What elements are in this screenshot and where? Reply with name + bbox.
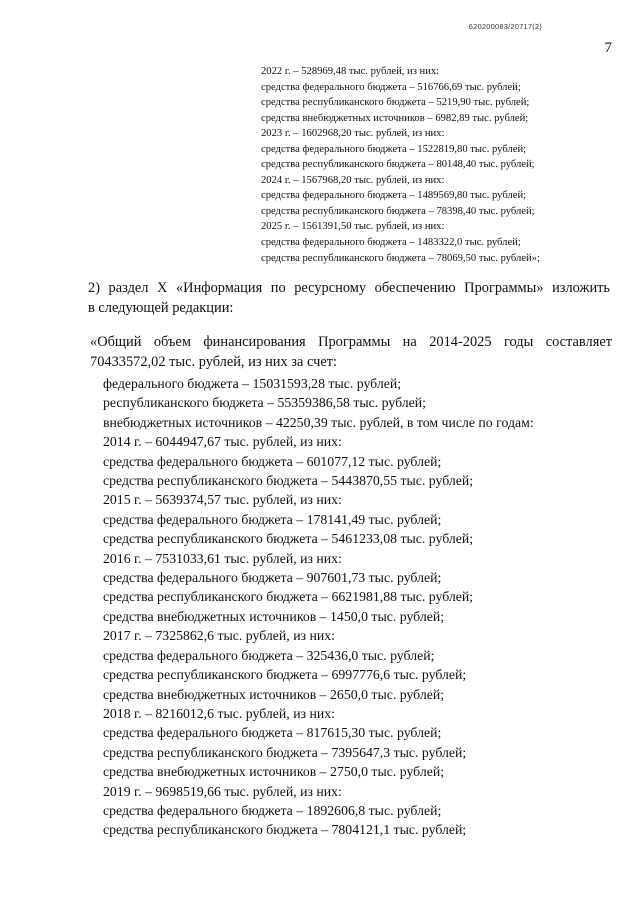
- paragraph-line: «Общий объем финансирования Программы на 2014-2025 годы составляет: [90, 334, 612, 350]
- funding-line: 2022 г. – 528969,48 тыс. рублей, из них:: [261, 66, 440, 77]
- funding-line: 2025 г. – 1561391,50 тыс. рублей, из них:: [261, 221, 445, 233]
- paragraph-line: в следующей редакции:: [88, 300, 234, 316]
- funding-line: средства внебюджетных источников – 6982,89 тыс. рублей;: [261, 112, 529, 124]
- funding-line: средства республиканского бюджета – 80148,40 тыс. рублей;: [261, 159, 535, 171]
- list-item: средства федерального бюджета – 325436,0 тыс. рублей;: [103, 647, 435, 663]
- paragraph-line: 2) раздел X «Информация по ресурсному обеспечению Программы» изложить: [88, 280, 610, 296]
- list-item: средства республиканского бюджета – 7395647,3 тыс. рублей;: [103, 744, 467, 760]
- list-item: средства внебюджетных источников – 2650,0 тыс. рублей;: [103, 686, 445, 702]
- list-item: федерального бюджета – 15031593,28 тыс. рублей;: [103, 376, 402, 391]
- funding-line: средства республиканского бюджета – 78069,50 тыс. рублей»;: [261, 252, 540, 264]
- funding-line: средства федерального бюджета – 1489569,80 тыс. рублей;: [261, 190, 527, 202]
- list-item: 2015 г. – 5639374,57 тыс. рублей, из них:: [103, 492, 342, 508]
- list-item: внебюджетных источников – 42250,39 тыс. рублей, в том числе по годам:: [103, 414, 534, 430]
- list-item: средства республиканского бюджета – 5461233,08 тыс. рублей;: [103, 531, 474, 547]
- list-item: средства внебюджетных источников – 2750,0 тыс. рублей;: [103, 764, 445, 780]
- list-item: средства федерального бюджета – 178141,49 тыс. рублей;: [103, 511, 442, 527]
- list-item: республиканского бюджета – 55359386,58 тыс. рублей;: [103, 395, 426, 411]
- section-instruction-paragraph: [88, 278, 610, 318]
- list-item: средства внебюджетных источников – 1450,0 тыс. рублей;: [103, 608, 445, 624]
- list-item: средства республиканского бюджета – 6621981,88 тыс. рублей;: [103, 589, 474, 605]
- document-code: 620200083/20717(2): [468, 22, 542, 31]
- funding-line: 2024 г. – 1567968,20 тыс. рублей, из них:: [261, 174, 445, 186]
- funding-line: средства республиканского бюджета – 78398,40 тыс. рублей;: [261, 205, 535, 217]
- list-item: 2018 г. – 8216012,6 тыс. рублей, из них:: [103, 705, 335, 721]
- paragraph-line: 70433572,02 тыс. рублей, из них за счет:: [90, 354, 337, 370]
- funding-breakdown-list: [103, 374, 534, 840]
- total-funding-intro: [90, 332, 612, 372]
- list-item: средства республиканского бюджета – 5443870,55 тыс. рублей;: [103, 473, 474, 489]
- list-item: средства федерального бюджета – 907601,73 тыс. рублей;: [103, 570, 442, 586]
- funding-line: средства республиканского бюджета – 5219,90 тыс. рублей;: [261, 97, 530, 109]
- list-item: 2014 г. – 6044947,67 тыс. рублей, из них:: [103, 434, 342, 450]
- funding-line: средства федерального бюджета – 1483322,0 тыс. рублей;: [261, 237, 521, 249]
- list-item: 2016 г. – 7531033,61 тыс. рублей, из них:: [103, 550, 342, 566]
- page-number: 7: [604, 40, 612, 56]
- list-item: 2019 г. – 9698519,66 тыс. рублей, из них:: [103, 783, 342, 799]
- funding-line: средства федерального бюджета – 516766,69 тыс. рублей;: [261, 81, 521, 93]
- list-item: средства федерального бюджета – 601077,12 тыс. рублей;: [103, 453, 442, 469]
- list-item: средства республиканского бюджета – 6997776,6 тыс. рублей;: [103, 667, 467, 683]
- list-item: средства федерального бюджета – 1892606,8 тыс. рублей;: [103, 802, 442, 818]
- funding-line: 2023 г. – 1602968,20 тыс. рублей, из них:: [261, 128, 445, 140]
- list-item: средства республиканского бюджета – 7804121,1 тыс. рублей;: [103, 822, 467, 838]
- list-item: 2017 г. – 7325862,6 тыс. рублей, из них:: [103, 628, 335, 644]
- funding-line: средства федерального бюджета – 1522819,80 тыс. рублей;: [261, 143, 527, 155]
- funding-continuation-block: [261, 64, 540, 266]
- list-item: средства федерального бюджета – 817615,30 тыс. рублей;: [103, 725, 442, 741]
